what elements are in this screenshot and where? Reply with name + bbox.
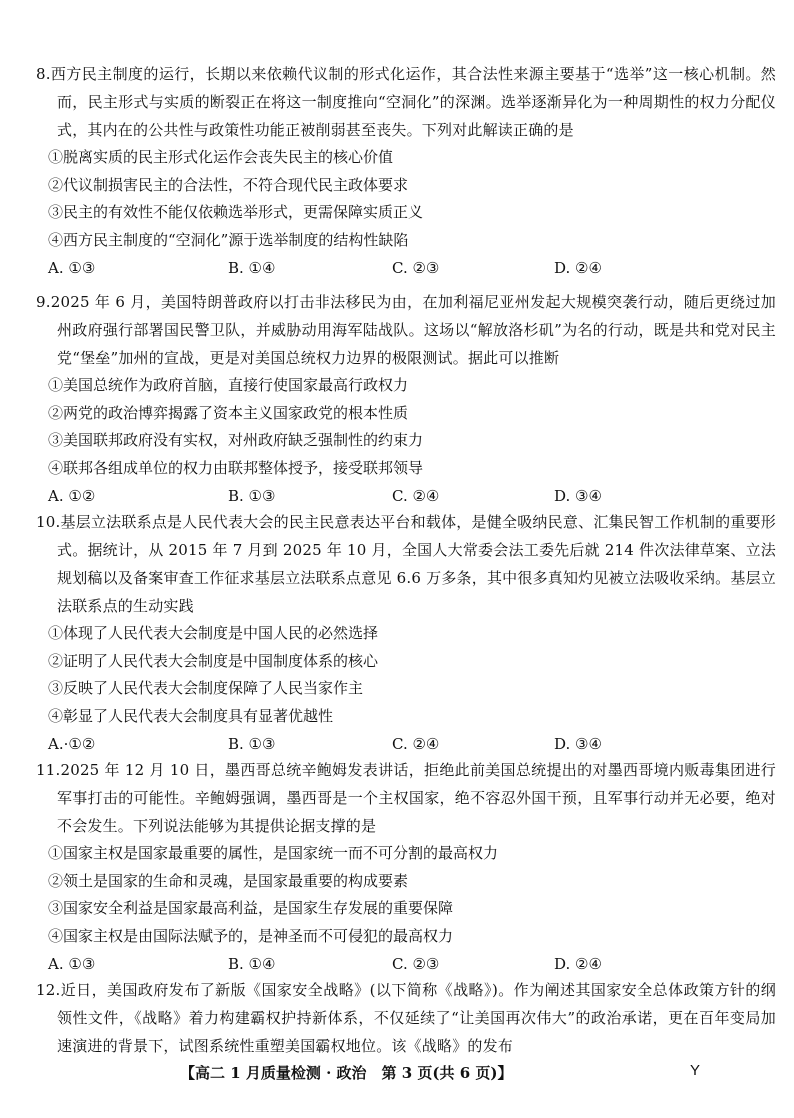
statement-2: ②两党的政治博弈揭露了资本主义国家政党的根本性质 xyxy=(48,403,409,422)
choice-a: A.·①② xyxy=(48,735,96,753)
statement-2: ②代议制损害民主的合法性，不符合现代民主政体要求 xyxy=(48,175,409,194)
question-10 xyxy=(36,508,776,758)
choice-b: B. ①④ xyxy=(228,955,276,973)
choice-c: C. ②④ xyxy=(392,487,440,505)
question-8 xyxy=(36,60,776,282)
page-footer: 【高二 1 月质量检测 · 政治 第 3 页(共 6 页)】 xyxy=(180,1064,513,1082)
choice-c: C. ②③ xyxy=(392,955,440,973)
choice-a: A. ①③ xyxy=(48,955,96,973)
statement-4: ④西方民主制度的“空洞化”源于选举制度的结构性缺陷 xyxy=(48,230,409,249)
question-stem: 11.2025 年 12 月 10 日，墨西哥总统辛鲍姆发表讲话，拒绝此前美国总统提出的对墨西哥境内贩毒集团进行军事打击的可能性。辛鲍姆强调，墨西哥是一个主权国家，绝不容忍外国干预，且军事行动并无必要，绝对不会发生。下列说法能够为其提供论据支撑的是 xyxy=(36,761,776,835)
statement-2: ②证明了人民代表大会制度是中国制度体系的核心 xyxy=(48,651,379,670)
choice-d: D. ②④ xyxy=(554,259,602,277)
statement-3: ③国家安全利益是国家最高利益，是国家生存发展的重要保障 xyxy=(48,899,454,917)
choice-c: C. ②③ xyxy=(392,259,440,277)
choice-d: D. ②④ xyxy=(554,955,602,973)
statement-1: ①脱离实质的民主形式化运作会丧失民主的核心价值 xyxy=(48,148,394,166)
corner-mark: Y xyxy=(690,1062,701,1079)
statement-3: ③美国联邦政府没有实权，对州政府缺乏强制性的约束力 xyxy=(48,431,424,449)
choice-c: C. ②④ xyxy=(392,735,440,753)
statement-3: ③民主的有效性不能仅依赖选举形式，更需保障实质正义 xyxy=(48,203,424,221)
question-stem: 12.近日，美国政府发布了新版《国家安全战略》(以下简称《战略》)。作为阐述其国家安全总体政策方针的纲领性文件，《战略》着力构建霸权护持新体系，不仅延续了“让美国再次伟大”的政治承诺，更在百年变局加速演进的背景下，试图系统性重塑美国霸权地位。该《战略》的发布 xyxy=(36,981,776,1055)
choice-d: D. ③④ xyxy=(554,735,602,753)
answer-choices xyxy=(36,254,776,282)
question-stem: 8.西方民主制度的运行，长期以来依赖代议制的形式化运作，其合法性来源主要基于“选举”这一核心机制。然而，民主形式与实质的断裂正在将这一制度推向“空洞化”的深渊。选举逐渐异化为一种周期性的权力分配仪式，其内在的公共性与政策性功能正被削弱甚至丧失。下列对此解读正确的是 xyxy=(36,65,776,139)
choice-b: B. ①④ xyxy=(228,259,276,277)
answer-choices xyxy=(36,482,776,510)
choice-b: B. ①③ xyxy=(228,735,276,753)
choice-a: A. ①② xyxy=(48,487,96,505)
question-9 xyxy=(36,288,776,510)
question-11 xyxy=(36,756,776,978)
answer-choices xyxy=(36,730,776,758)
statement-3: ③反映了人民代表大会制度保障了人民当家作主 xyxy=(48,679,364,697)
statement-1: ①美国总统作为政府首脑，直接行使国家最高行政权力 xyxy=(48,376,409,394)
choice-d: D. ③④ xyxy=(554,487,602,505)
choice-b: B. ①③ xyxy=(228,487,276,505)
statement-4: ④彰显了人民代表大会制度具有显著优越性 xyxy=(48,706,334,725)
answer-choices xyxy=(36,950,776,978)
choice-a: A. ①③ xyxy=(48,259,96,277)
statement-2: ②领土是国家的生命和灵魂，是国家最重要的构成要素 xyxy=(48,871,409,890)
statement-4: ④联邦各组成单位的权力由联邦整体授予，接受联邦领导 xyxy=(48,458,424,477)
statement-1: ①体现了人民代表大会制度是中国人民的必然选择 xyxy=(48,624,379,642)
question-12 xyxy=(36,976,776,1060)
statement-4: ④国家主权是由国际法赋予的，是神圣而不可侵犯的最高权力 xyxy=(48,926,454,945)
statement-1: ①国家主权是国家最重要的属性，是国家统一而不可分割的最高权力 xyxy=(48,844,499,862)
question-stem: 10.基层立法联系点是人民代表大会的民主民意表达平台和载体，是健全吸纳民意、汇集民智工作机制的重要形式。据统计，从 2015 年 7 月到 2025 年 10 月，全国人大常委会法工委先后就 214 件次法律草案、立法规划稿以及备案审查工作征求基层立法联系点意见 6.6 万多条，其中很多真知灼见被立法吸收采纳。基层立法联系点的生动实践 xyxy=(36,513,776,615)
question-stem: 9.2025 年 6 月，美国特朗普政府以打击非法移民为由，在加利福尼亚州发起大规模突袭行动，随后更绕过加州政府强行部署国民警卫队，并威胁动用海军陆战队。这场以“解放洛杉矶”为名的行动，既是共和党对民主党“堡垒”加州的宣战，更是对美国总统权力边界的极限测试。据此可以推断 xyxy=(36,293,776,367)
